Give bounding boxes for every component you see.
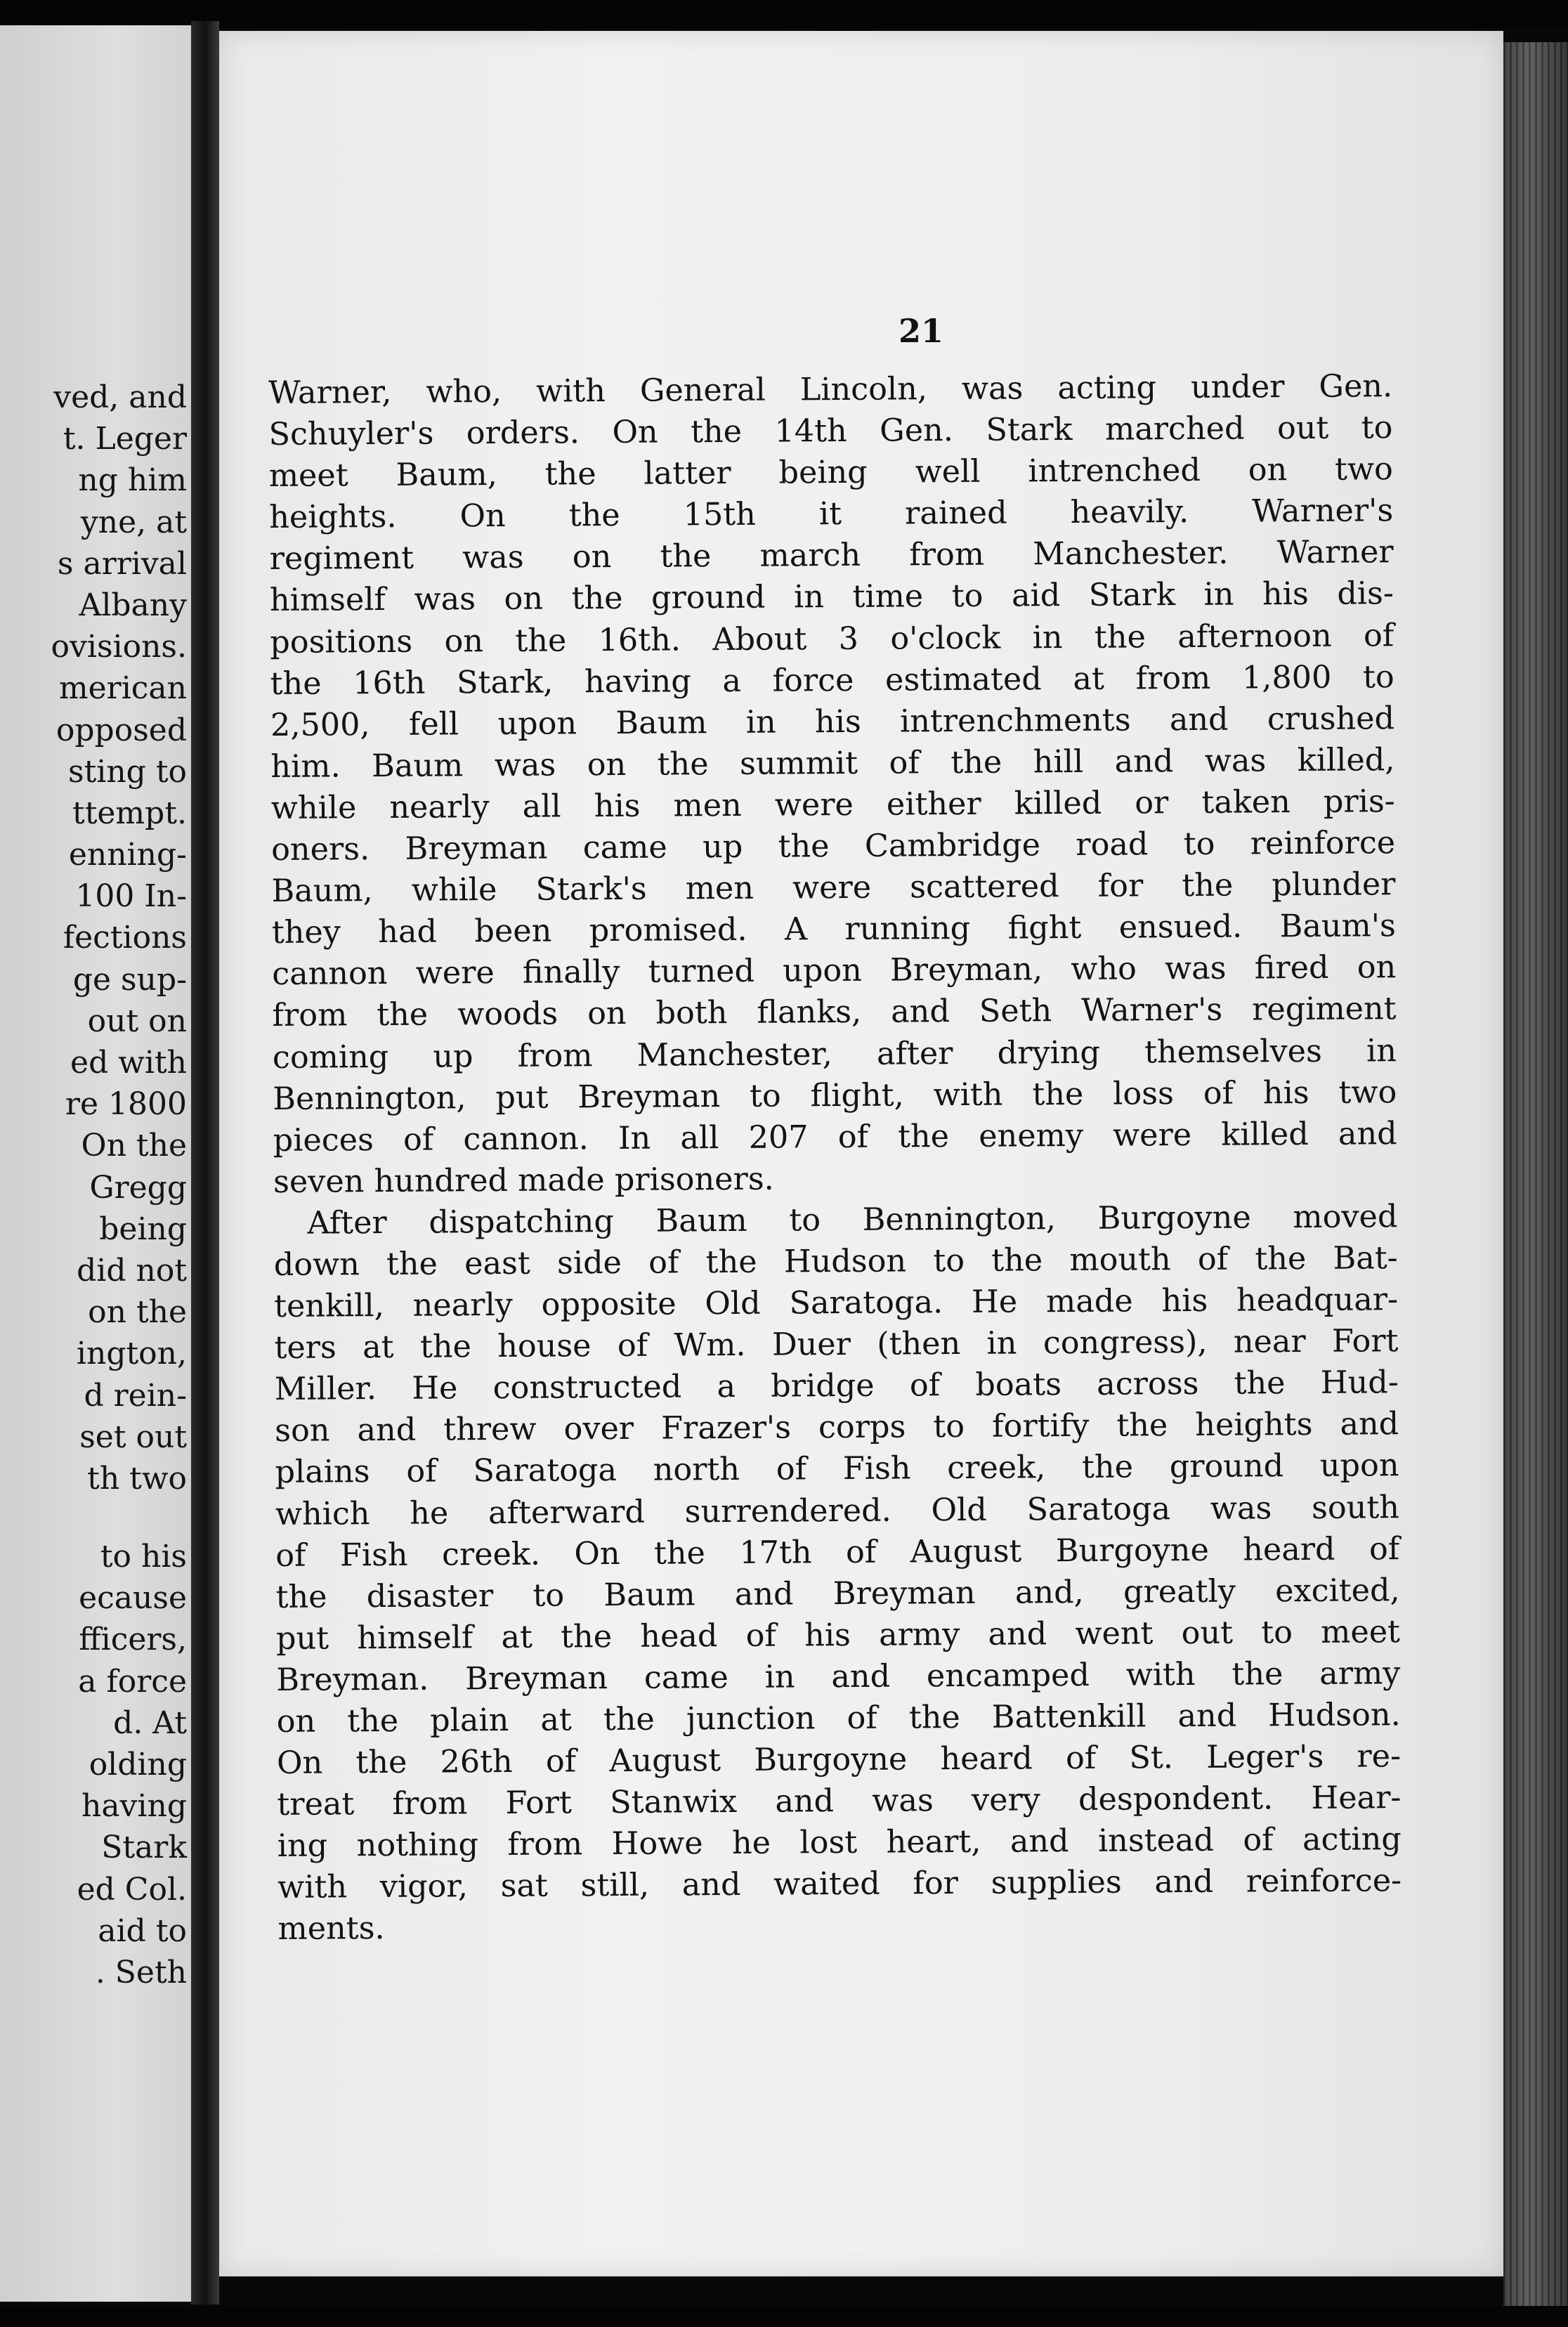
text-line: Schuyler's orders. On the 14th Gen. Stark marched out to (268, 410, 1393, 453)
left-text-line: fficers, (79, 1622, 187, 1658)
previous-page-text (0, 377, 191, 1993)
left-text-line: having (81, 1788, 187, 1825)
text-line: Baum, while Stark's men were scattered for the plunder (271, 866, 1396, 910)
text-line: cannon were finally turned upon Breyman, who was fired on (272, 949, 1397, 993)
scan-top-border (0, 0, 1568, 28)
left-text-line: d rein- (84, 1377, 187, 1414)
page-number-text: 21 (898, 312, 943, 350)
text-line: down the east side of the Hudson to the mouth of the Bat- (273, 1240, 1398, 1283)
left-text-line: ttempt. (72, 795, 187, 831)
text-line: positions on the 16th. About 3 o'clock in the afternoon of (270, 617, 1394, 660)
paragraph-end-line: seven hundred made prisoners. (273, 1161, 774, 1200)
text-line: which he afterward surrendered. Old Saratoga was south (275, 1489, 1400, 1532)
text-line: 2,500, fell upon Baum in his intrenchments and crushed (270, 700, 1395, 743)
left-text-line: ge sup- (72, 961, 187, 998)
text-line: while nearly all his men were either killed or taken pris- (270, 783, 1395, 826)
text-line: of Fish creek. On the 17th of August Burgoyne heard of (275, 1530, 1400, 1574)
paragraph-end-line: ments. (277, 1910, 385, 1948)
left-text-line: Gregg (89, 1169, 187, 1206)
book-page (219, 31, 1503, 2276)
wooden-edge (1503, 42, 1568, 2319)
left-text-line: to his (100, 1539, 187, 1575)
left-text-line: On the (81, 1128, 187, 1164)
text-line: son and threw over Frazer's corps to fortify the heights and (275, 1406, 1399, 1449)
text-line: Miller. He constructed a bridge of boats across the Hud- (274, 1364, 1399, 1408)
left-text-line: ved, and (53, 379, 187, 415)
text-line: him. Baum was on the summit of the hill and was killed, (270, 742, 1395, 785)
left-text-line: th two (87, 1460, 187, 1497)
page-number (219, 312, 1220, 350)
left-text-line: merican (58, 670, 187, 707)
left-text-line: out on (87, 1003, 187, 1039)
text-line: from the woods on both flanks, and Seth Warner's regiment (272, 991, 1397, 1034)
left-text-line: ecause (79, 1580, 187, 1617)
left-text-line: t. Leger (63, 421, 187, 457)
left-text-line: ington, (76, 1336, 187, 1372)
left-text-line: aid to (98, 1912, 187, 1949)
left-text-line: opposed (55, 712, 187, 748)
body-text (268, 365, 1402, 1950)
text-line: regiment was on the march from Manchester. Warner (269, 534, 1394, 578)
left-text-line: being (99, 1211, 187, 1247)
text-line: plains of Saratoga north of Fish creek, the ground upon (275, 1447, 1399, 1491)
text-line: pieces of cannon. In all 207 of the enemy were killed and (273, 1115, 1397, 1159)
left-text-line: fections (63, 920, 187, 956)
left-text-line: ed Col. (77, 1871, 187, 1908)
left-text-line: set out (79, 1419, 187, 1455)
left-text-line: yne, at (80, 504, 187, 540)
left-text-line: s arrival (57, 545, 187, 582)
text-line: the 16th Stark, having a force estimated at from 1,800 to (270, 658, 1394, 702)
scan-bottom-border (0, 2306, 1568, 2327)
left-text-line: 100 In- (75, 878, 187, 915)
text-line: the disaster to Baum and Breyman and, greatly excited, (275, 1572, 1400, 1615)
left-text-line: a force (78, 1663, 187, 1700)
left-text-line: olding (89, 1747, 187, 1782)
left-text-line: ed with (70, 1045, 187, 1081)
text-line: Breyman. Breyman came in and encamped with the army (276, 1655, 1401, 1698)
left-text-line: ovisions. (51, 629, 187, 665)
text-line: ing nothing from Howe he lost heart, and instead of acting (277, 1821, 1402, 1865)
left-text-line: did not (77, 1252, 187, 1289)
paragraph-start-line: After dispatching Baum to Bennington, Burgoyne moved (307, 1199, 1398, 1241)
text-line: On the 26th of August Burgoyne heard of St. Leger's re- (276, 1738, 1402, 1782)
left-text-line: . Seth (95, 1954, 187, 1990)
text-line: tenkill, nearly opposite Old Saratoga. He made his headquar- (273, 1282, 1399, 1325)
text-line: meet Baum, the latter being well intrenched on two (268, 451, 1394, 495)
text-line: Bennington, put Breyman to flight, with the loss of his two (273, 1074, 1397, 1117)
previous-page (0, 25, 191, 2302)
text-line: Warner, who, with General Lincoln, was acting under Gen. (268, 368, 1393, 411)
left-paragraph-gap (0, 1499, 191, 1536)
text-line: ters at the house of Wm. Duer (then in congress), near Fort (274, 1323, 1399, 1367)
text-line: on the plain at the junction of the Battenkill and Hudson. (276, 1697, 1401, 1740)
text-line: put himself at the head of his army and went out to meet (275, 1614, 1401, 1657)
text-line: oners. Breyman came up the Cambridge road to reinforce (270, 825, 1396, 868)
book-gutter (191, 21, 219, 2305)
left-text-line: re 1800 (65, 1086, 187, 1123)
left-text-line: Stark (101, 1830, 187, 1866)
left-text-line: d. At (113, 1704, 187, 1741)
text-line: heights. On the 15th it rained heavily. Warner's (269, 493, 1394, 536)
text-line: with vigor, sat still, and waited for supplies and reinforce- (277, 1863, 1402, 1906)
left-text-line: on the (88, 1294, 187, 1331)
text-line: treat from Fort Stanwix and was very despondent. Hear- (277, 1780, 1402, 1823)
left-text-line: sting to (68, 753, 187, 790)
left-text-line: ng him (78, 462, 187, 499)
left-text-line: Albany (79, 587, 187, 623)
text-line: they had been promised. A running fight ensued. Baum's (271, 908, 1396, 951)
left-text-line: enning- (68, 837, 187, 873)
text-line: coming up from Manchester, after drying themselves in (272, 1032, 1397, 1076)
text-line: himself was on the ground in time to aid Stark in his dis- (269, 575, 1394, 619)
